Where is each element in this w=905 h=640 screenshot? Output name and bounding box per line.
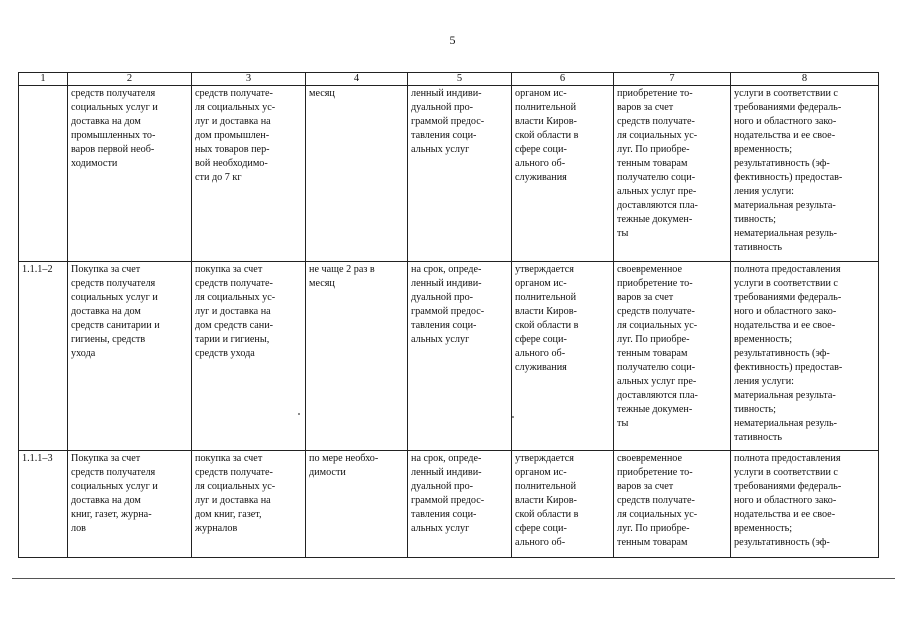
column-number: 6 [512, 73, 614, 86]
service-name [68, 86, 192, 262]
service-frequency-text: не чаще 2 раз в месяц [309, 264, 375, 289]
service-indicators-text: полнота предоставления услуги в соответствии с требованиями федераль- ного и областного зако- нодательства и ее свое- временность; результативность (эф- [734, 453, 842, 548]
service-name [68, 451, 192, 558]
service-id-text: 1.1.1–3 [22, 453, 53, 464]
service-volume [192, 86, 306, 262]
service-period [408, 451, 512, 558]
service-frequency [306, 451, 408, 558]
table-row [19, 86, 879, 262]
service-name [68, 262, 192, 451]
service-period [408, 86, 512, 262]
column-number: 4 [306, 73, 408, 86]
table-row [19, 451, 879, 558]
services-table [18, 72, 879, 558]
service-indicators [731, 262, 879, 451]
service-volume-text: покупка за счет средств получате- ля социальных ус- луг и доставка на дом средств сани- тарии и гигиены, средств ухода [195, 264, 276, 359]
service-period-text: на срок, опреде- ленный индиви- дуальной про- граммой предос- тавления соци- альных услуг [411, 264, 485, 345]
service-id-text: 1.1.1–2 [22, 264, 53, 275]
service-norms [512, 451, 614, 558]
service-conditions-text: своевременное приобретение то- варов за счет средств получате- ля социальных ус- луг. По приобре- тенным товарам получателю соци- альных услуг пре- доставляются пла- тежные докумен- ты [617, 264, 698, 429]
service-indicators [731, 451, 879, 558]
service-norms [512, 262, 614, 451]
service-volume-text: средств получате- ля социальных ус- луг и доставка на дом промышлен- ных товаров пер- вой необходимо- сти до 7 кг [195, 88, 276, 183]
scan-speck [298, 413, 300, 415]
page-number: 5 [449, 33, 456, 47]
column-number: 8 [731, 73, 879, 86]
service-conditions-text: приобретение то- варов за счет средств получате- ля социальных ус- луг. По приобре- тенным товарам получателю соци- альных услуг пре- доставляются пла- тежные докумен- ты [617, 88, 698, 239]
service-volume-text: покупка за счет средств получате- ля социальных ус- луг и доставка на дом книг, газет, журналов [195, 453, 276, 534]
bottom-rule [12, 578, 895, 579]
service-norms-text: утверждается органом ис- полнительной власти Киров- ской области в сфере соци- ального об- [515, 453, 579, 548]
service-volume [192, 262, 306, 451]
service-period-text: ленный индиви- дуальной про- граммой предос- тавления соци- альных услуг [411, 88, 485, 155]
service-frequency-text: по мере необхо- димости [309, 453, 379, 478]
service-frequency [306, 86, 408, 262]
service-id [19, 262, 68, 451]
table-row [19, 262, 879, 451]
service-indicators [731, 86, 879, 262]
service-id [19, 86, 68, 262]
column-number: 7 [614, 73, 731, 86]
service-conditions-text: своевременное приобретение то- варов за счет средств получате- ля социальных ус- луг. По приобре- тенным товарам [617, 453, 698, 548]
column-number: 1 [19, 73, 68, 86]
service-norms-text: органом ис- полнительной власти Киров- ской области в сфере соци- ального об- служивания [515, 88, 579, 183]
column-number: 3 [192, 73, 306, 86]
service-indicators-text: услуги в соответствии с требованиями федераль- ного и областного зако- нодательства и ее свое- временность; результативность (эф- фективность) предостав- ления услуги: материальная результа- тивность; нематериальная резуль- тативность [734, 88, 843, 253]
service-norms [512, 86, 614, 262]
service-period-text: на срок, опреде- ленный индиви- дуальной про- граммой предос- тавления соци- альных услуг [411, 453, 485, 534]
column-number-row [19, 73, 879, 86]
service-conditions [614, 451, 731, 558]
service-frequency [306, 262, 408, 451]
service-conditions [614, 86, 731, 262]
column-number: 5 [408, 73, 512, 86]
service-norms-text: утверждается органом ис- полнительной власти Киров- ской области в сфере соци- ального об- служивания [515, 264, 579, 373]
service-name-text: Покупка за счет средств получателя социальных услуг и доставка на дом средств санитарии и гигиены, средств ухода [71, 264, 160, 359]
scan-speck [512, 416, 514, 418]
service-id [19, 451, 68, 558]
service-volume [192, 451, 306, 558]
service-name-text: средств получателя социальных услуг и доставка на дом промышленных то- варов первой необ- ходимости [71, 88, 158, 169]
service-indicators-text: полнота предоставления услуги в соответствии с требованиями федераль- ного и областного зако- нодательства и ее свое- временность; результативность (эф- фективность) предостав- ления услуги: материальная результа- тивность; нематериальная резуль- тативность [734, 264, 843, 443]
service-frequency-text: месяц [309, 88, 335, 99]
column-number: 2 [68, 73, 192, 86]
service-conditions [614, 262, 731, 451]
service-period [408, 262, 512, 451]
service-name-text: Покупка за счет средств получателя социальных услуг и доставка на дом книг, газет, журна- лов [71, 453, 158, 534]
